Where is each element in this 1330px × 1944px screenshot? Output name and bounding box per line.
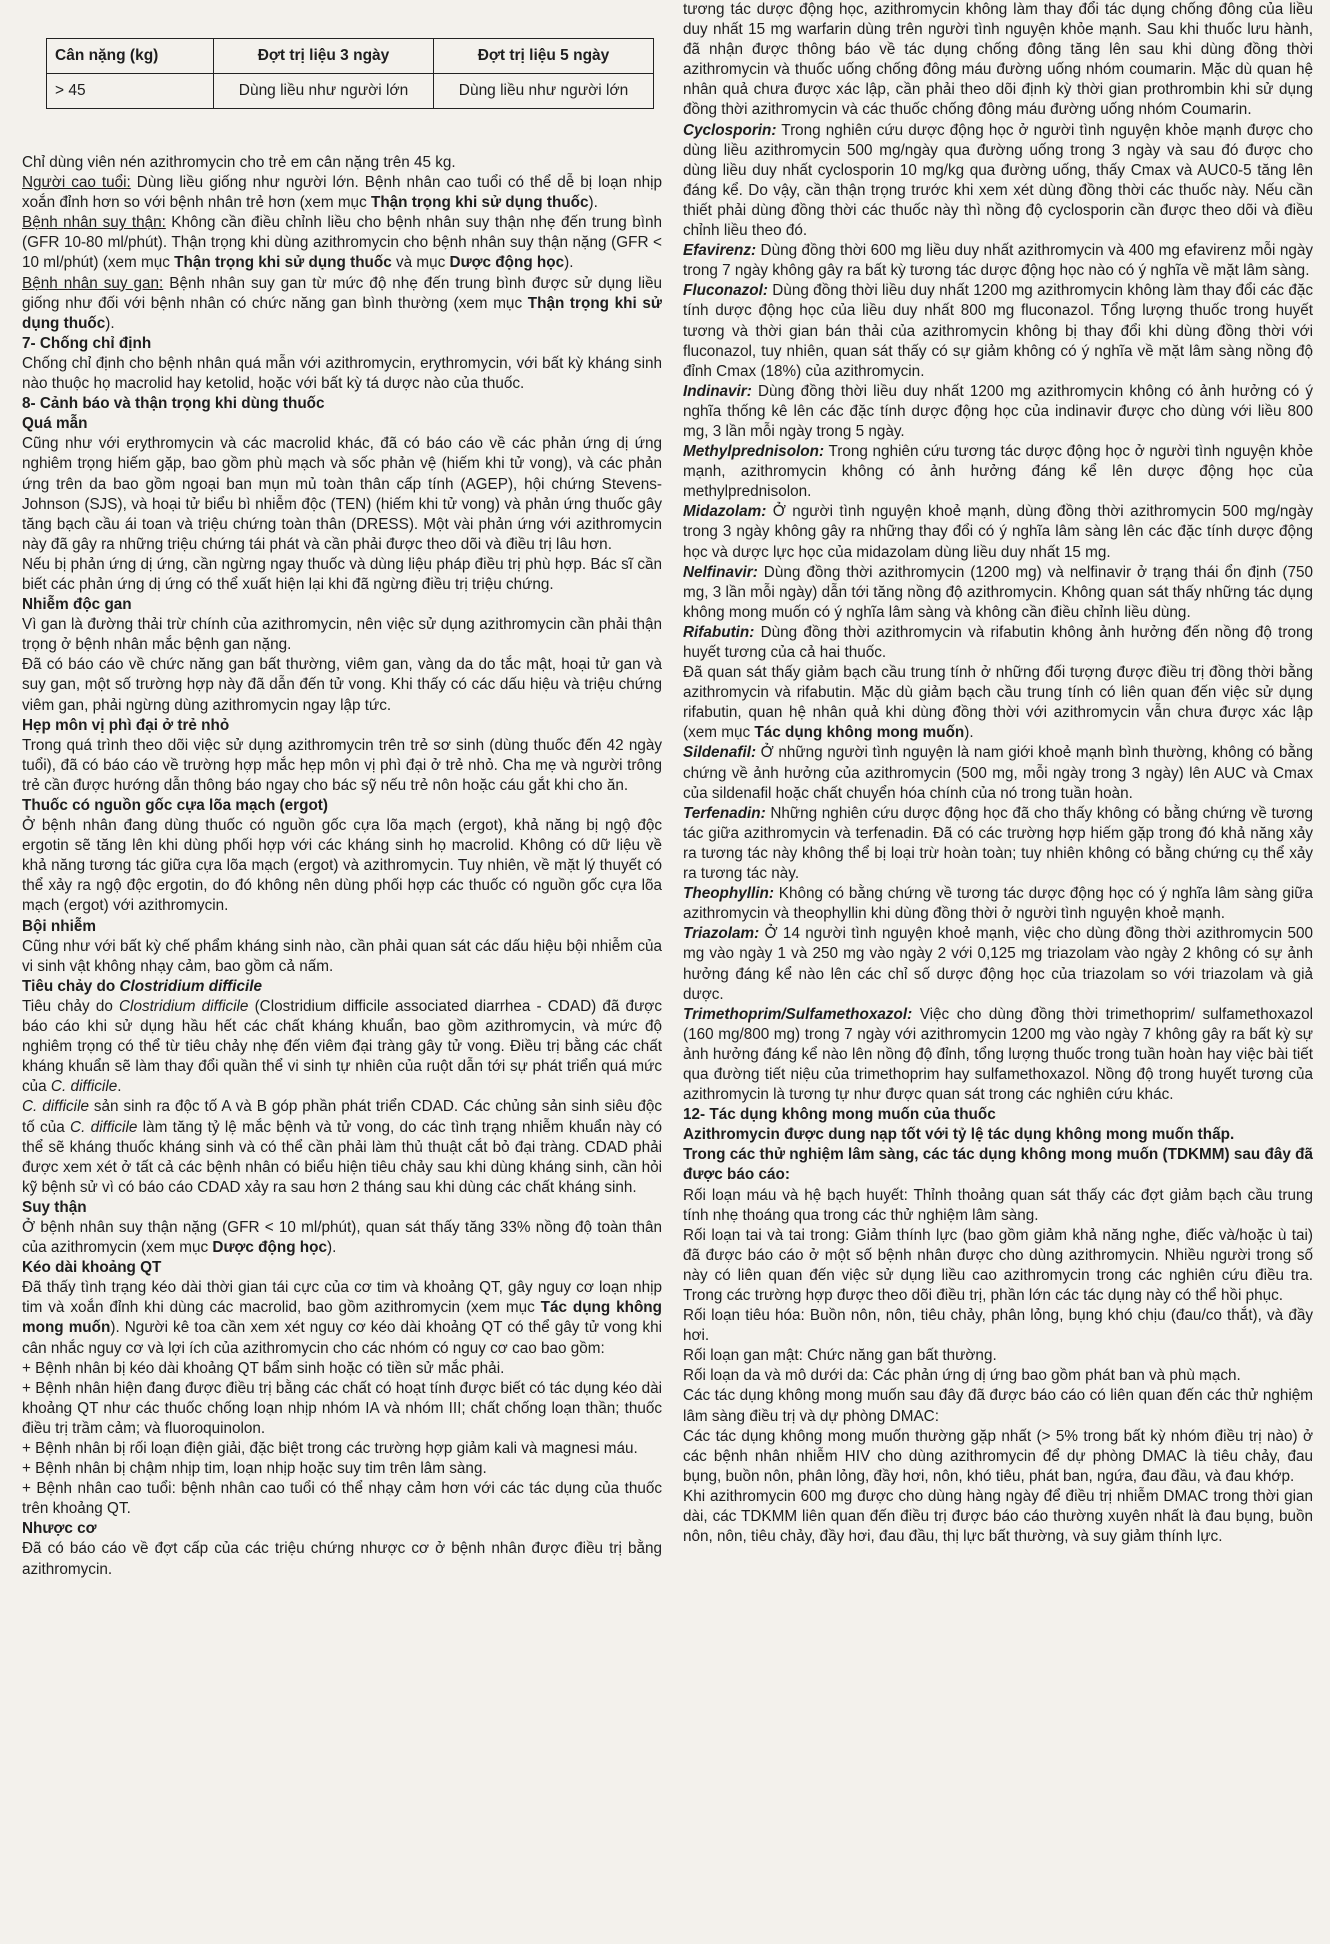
rifabutin-name: Rifabutin: <box>683 623 755 641</box>
hepatotoxicity-text-1: Vì gan là đường thải trừ chính của azithromycin, nên việc sử dụng azithromycin cần phải thận trọng ở bệnh nhân mắc bệnh gan nặng. <box>22 616 662 654</box>
hepatic-ref: Thận trọng khi sử dụng thuốc <box>22 294 662 332</box>
indinavir-text: Dùng đồng thời liều duy nhất 1200 mg azithromycin không có ảnh hưởng có ý nghĩa thống kê lên các đặc tính dược động học của indinavir được cho dùng với liều 800 mg, 3 lần mỗi ngày trong 5 ngày. <box>683 382 1313 440</box>
hepatic-end: ). <box>105 314 115 332</box>
cdiff-text-1: Tiêu chảy do Clostridium difficile (Clostridium difficile associated diarrhea - CDAD) đã được báo cáo khi sử dụng hầu hết các chất kháng khuẩn, bao gồm azithromycin, và mức độ nghiêm trọng có thể từ tiêu chảy nhẹ đến viêm đại tràng gây tử vong. Điều trị bằng các chất kháng khuẩn sẽ làm thay đổi quần thể vi sinh tự nhiên của ruột dẫn tới sự phát triển quá mức của C. difficile. <box>22 997 662 1096</box>
ergot-text: Ở bệnh nhân đang dùng thuốc có nguồn gốc cựa lõa mạch (ergot), khả năng bị ngộ độc ergotin sẽ tăng lên khi dùng phối hợp với các kháng sinh họ macrolid. Không có dữ liệu về khả năng tương tác giữa cựa lõa mạch (ergot) và azithromycin. Tuy nhiên, về mặt lý thuyết có thể xảy ra ngộ độc ergotin, do đó không nên dùng phối hợp các thuốc có nguồn gốc cựa lõa mạch (ergot) với azithromycin. <box>22 817 662 915</box>
hepatotoxicity-heading: Nhiễm độc gan <box>22 596 132 614</box>
section-7-heading: 7- Chống chỉ định <box>22 334 152 352</box>
ae-ear: Rối loạn tai và tai trong: Giảm thính lực (bao gồm giảm khả năng nghe, điếc và/hoặc ù tai) đã được báo cáo ở một số bệnh nhân được cho dùng azithromycin. Nhiều người trong số này có liên quan đến việc sử dụng liều cao azithromycin trong các nghiên cứu điều tra. Trong các trường hợp được theo dõi điều trị, phần lớn các tác dụng này có thể hồi phục. <box>683 1226 1313 1304</box>
midazolam-text: Ở người tình nguyện khoẻ mạnh, dùng đồng thời azithromycin 500 mg/ngày trong 3 ngày không gây ra những thay đổi có ý nghĩa lâm sàng lên các đặc tính dược động học và dược lực học của midazolam dùng liều duy nhất 15 mg. <box>683 503 1313 561</box>
hypersensitivity-text-2: Nếu bị phản ứng dị ứng, cần ngừng ngay thuốc và dùng liệu pháp điều trị phù hợp. Bác sĩ cần biết các phản ứng dị ứng có thể xuất hiện lại khi đã ngừng điều trị triệu chứng. <box>22 555 662 593</box>
dose-table-header <box>47 39 654 74</box>
efavirenz-paragraph <box>683 241 1313 281</box>
cdiff2-a: sản sinh ra độc tố A và B góp phần phát triển CDAD. Các chủng sản sinh siêu độc tố của <box>22 1098 662 1136</box>
contraindication-text: Chống chỉ định cho bệnh nhân quá mẫn với azithromycin, erythromycin, với bất kỳ kháng sinh nào thuộc họ macrolid hay ketolid, hoặc với bất kỳ tá dược nào của thuốc. <box>22 354 662 393</box>
coumarin-text: tương tác dược động học, azithromycin không làm thay đổi tác dụng chống đông của liều duy nhất 15 mg warfarin dùng trên người tình nguyện khỏe mạnh. Sau khi thuốc lưu hành, đã nhận được thông báo về tác dụng chống đông tăng lên sau khi dùng đồng thời azithromycin và thuốc uống chống đông máu đường uống nhóm coumarin. Mặc dù quan hệ nhân quả chưa được xác lập, cần phải theo dõi định kỳ thời gian prothrombin khi sử dụng đồng thời azithromycin và các thuốc chống đông máu đường uống nhóm Coumarin. <box>683 1 1313 119</box>
renal-failure-end: ). <box>327 1239 337 1257</box>
fluconazol-text: Dùng đồng thời liều duy nhất 1200 mg azithromycin không làm thay đổi các đặc tính dược động học của liều duy nhất 800 mg fluconazol. Tổng lượng thuốc trong huyết tương và thời gian bán thải của azithromycin không bị thay đổi khi dùng đồng thời với fluconazol, tuy nhiên, quan sát thấy có sự giảm không có ý nghĩa về mặt lâm sàng nồng độ đỉnh Cmax (18%) của azithromycin. <box>683 282 1313 380</box>
sildenafil-text: Ở những người tình nguyện là nam giới khoẻ mạnh bình thường, không có bằng chứng về ảnh hưởng của azithromycin (500 mg, mỗi ngày trong 3 ngày) lên AUC và Cmax của sildenafil hoặc chất chuyển hóa chính của nó trong tuần hoàn. <box>683 744 1313 802</box>
myasthenia-heading: Nhược cơ <box>22 1520 97 1538</box>
cdiff2-b: làm tăng tỷ lệ mắc bệnh và tử vong, do các tình trạng nhiễm khuẩn này có thể sẽ kháng thuốc kháng sinh và có thể cần phải làm thủ thuật cắt bỏ đại tràng. CDAD phải được xem xét ở tất cả các bệnh nhân có biểu hiện tiêu chảy sau khi dùng kháng sinh, cần hỏi kỹ bệnh sử vì có báo cáo CDAD xảy ra sau hơn 2 tháng sau khi dùng các chất kháng sinh. <box>22 1118 662 1196</box>
cdiff2-name-2: C. difficile <box>70 1118 138 1136</box>
list-item: + Bệnh nhân hiện đang được điều trị bằng các chất có hoạt tính được biết có tác dụng kéo dài khoảng QT như các thuốc chống loạn nhịp nhóm IA và nhóm III; chất chống loạn thần; thuốc điều trị trầm cảm; và fluoroquinolon. <box>22 1379 662 1437</box>
myasthenia-text: Đã có báo cáo về đợt cấp của các triệu chứng nhược cơ ở bệnh nhân được điều trị bằng azithromycin. <box>22 1540 662 1578</box>
qt-b: ). Người kê toa cần xem xét nguy cơ kéo dài khoảng QT có thể gây tử vong khi cân nhắc nguy cơ và lợi ích của azithromycin cho các nhóm có nguy cơ cao bao gồm: <box>22 1319 662 1357</box>
renal-failure-text <box>22 1218 662 1258</box>
cdiff2-name: C. difficile <box>22 1098 89 1116</box>
pyloric-heading: Hẹp môn vị phì đại ở trẻ nhỏ <box>22 716 230 734</box>
cell-3day: Dùng liều như người lớn <box>214 74 434 109</box>
ae-skin: Rối loạn da và mô dưới da: Các phản ứng dị ứng bao gồm phát ban và phù mạch. <box>683 1367 1241 1385</box>
ae-dmac-intro: Các tác dụng không mong muốn sau đây đã được báo cáo có liên quan đến các thử nghiệm lâm sàng điều trị và dự phòng DMAC: <box>683 1387 1313 1425</box>
tms-paragraph <box>683 1005 1313 1105</box>
theophyllin-paragraph <box>683 884 1313 924</box>
ae-blood: Rối loạn máu và hệ bạch huyết: Thỉnh thoảng quan sát thấy các đợt giảm bạch cầu trung tính nhẹ thoáng qua trong các thử nghiệm lâm sàng. <box>683 1186 1313 1224</box>
section-12-heading: 12- Tác dụng không mong muốn của thuốc <box>683 1106 996 1124</box>
terfenadin-name: Terfenadin: <box>683 804 766 822</box>
ergot-heading: Thuốc có nguồn gốc cựa lõa mạch (ergot) <box>22 797 328 814</box>
children-note: Chỉ dùng viên nén azithromycin cho trẻ em cân nặng trên 45 kg. <box>22 154 456 171</box>
nelfinavir-text: Dùng đồng thời azithromycin (1200 mg) và nelfinavir ở trạng thái ổn định (750 mg, 3 lần mỗi ngày) dẫn tới tăng nồng độ azithromycin. Không quan sát thấy những tác dụng không mong muốn có ý nghĩa lâm sàng và không cần điều chỉnh liều dùng. <box>683 563 1313 621</box>
col-weight: Cân nặng (kg) <box>47 39 214 74</box>
efavirenz-name: Efavirenz: <box>683 242 757 260</box>
rifabutin-text: Dùng đồng thời azithromycin và rifabutin không ảnh hưởng đến nồng độ trong huyết tương của cả hai thuốc. <box>683 623 1313 661</box>
cdiff-heading <box>22 977 662 997</box>
renal-failure-a: Ở bệnh nhân suy thận nặng (GFR < 10 ml/phút), quan sát thấy tăng 33% nồng độ toàn thân của azithromycin (xem mục <box>22 1218 662 1257</box>
tolerability-heading: Azithromycin được dung nạp tốt với tỷ lệ tác dụng không mong muốn thấp. <box>683 1126 1235 1144</box>
renal-end: ). <box>564 254 574 272</box>
ae-dmac-treatment: Khi azithromycin 600 mg được cho dùng hàng ngày để điều trị nhiễm DMAC trong thời gian dài, các TDKMM liên quan đến điều trị được báo cáo thường xuyên nhất là đau bụng, buồn nôn, nôn, tiêu chảy, đầy hơi, đau đầu, thị lực bất thường, và suy giảm thính lực. <box>683 1487 1313 1546</box>
indinavir-paragraph <box>683 382 1313 442</box>
nelfinavir-paragraph <box>683 563 1313 623</box>
elderly-ref: Thận trọng khi sử dụng thuốc <box>370 194 589 212</box>
qt-text <box>22 1278 662 1358</box>
tms-text: Việc cho dùng đồng thời trimethoprim/ sulfamethoxazol (160 mg/800 mg) trong 7 ngày với azithromycin 1200 mg vào ngày 7 không gây ra bất kỳ sự ảnh hưởng đáng kể nào lên nồng độ đỉnh, tổng lượng thuốc trong tuần hoàn hay việc bài tiết qua đường tiết niệu của trimethoprim hay sulfamethoxazol. Nồng độ trong huyết tương của azithromycin là tương tự như được quan sát trong các nghiên cứu khác. <box>683 1005 1313 1104</box>
elderly-text: Dùng liều giống như người lớn. Bệnh nhân cao tuổi có thể dễ bị loạn nhịp xoắn đỉnh hơn so với bệnh nhân trẻ hơn (xem mục <box>22 174 662 212</box>
renal-paragraph <box>22 213 662 273</box>
cell-weight: > 45 <box>47 74 214 109</box>
cell-5day: Dùng liều như người lớn <box>434 74 654 109</box>
list-item: + Bệnh nhân bị rối loạn điện giải, đặc biệt trong các trường hợp giảm kali và magnesi máu. <box>22 1440 638 1457</box>
superinfection-text: Cũng như với bất kỳ chế phẩm kháng sinh nào, cần phải quan sát các dấu hiệu bội nhiễm của vi sinh vật không nhạy cảm, bao gồm cả nấm. <box>22 937 662 975</box>
hepatic-label: Bệnh nhân suy gan: <box>22 274 164 292</box>
theophyllin-text: Không có bằng chứng về tương tác dược động học có ý nghĩa lâm sàng giữa azithromycin và theophyllin khi dùng đồng thời ở người tình nguyện khoẻ mạnh. <box>683 885 1313 923</box>
hypersensitivity-heading: Quá mẫn <box>22 415 88 433</box>
indinavir-name: Indinavir: <box>683 382 752 400</box>
nelfinavir-name: Nelfinavir: <box>683 563 758 581</box>
rifabutin-paragraph-2 <box>683 663 1313 743</box>
rifabutin-end: ). <box>964 724 974 742</box>
rifabutin-paragraph <box>683 623 1313 663</box>
renal-label: Bệnh nhân suy thận: <box>22 214 166 232</box>
midazolam-paragraph <box>683 502 1313 562</box>
fluconazol-name: Fluconazol: <box>683 282 768 300</box>
midazolam-name: Midazolam: <box>683 503 767 521</box>
cdiff-heading-name: Clostridium difficile <box>119 977 262 995</box>
cdiff-body: (Clostridium difficile associated diarrhea - CDAD) đã được báo cáo khi sử dụng hầu hết các chất kháng khuẩn, bao gồm azithromycin, và mức độ nghiêm trọng có thể từ tiêu chảy nhẹ đến viêm đại tràng gây tử vong. Điều trị bằng các chất kháng khuẩn sẽ làm thay đổi quần thể vi sinh tự nhiên của ruột dẫn tới sự phát triển quá mức của <box>22 997 662 1096</box>
list-item: + Bệnh nhân cao tuổi: bệnh nhân cao tuổi có thể nhạy cảm hơn với các tác dụng của thuốc trên khoảng QT. <box>22 1480 662 1518</box>
sildenafil-name: Sildenafil: <box>683 744 757 762</box>
sildenafil-paragraph <box>683 743 1313 803</box>
renal-ref-2: Dược động học <box>449 254 565 272</box>
theophyllin-name: Theophyllin: <box>683 885 774 903</box>
fluconazol-paragraph <box>683 281 1313 381</box>
methylprednisolon-text: Trong nghiên cứu tương tác dược động học ở người tình nguyện khỏe mạnh, azithromycin không có ảnh hưởng đáng kể lên dược động học của methylprednisolon. <box>683 443 1313 501</box>
section-8-heading: 8- Cảnh báo và thận trọng khi dùng thuốc <box>22 395 325 413</box>
elderly-label: Người cao tuổi: <box>22 174 131 192</box>
cdiff-name: Clostridium difficile <box>119 997 249 1015</box>
elderly-paragraph <box>22 173 662 213</box>
efavirenz-text: Dùng đồng thời 600 mg liều duy nhất azithromycin và 400 mg efavirenz mỗi ngày trong 7 ngày không gây ra bất kỳ tương tác dược động học nào có ý nghĩa về mặt lâm sàng. <box>683 242 1313 280</box>
terfenadin-text: Những nghiên cứu dược động học đã cho thấy không có bằng chứng về tương tác giữa azithromycin và terfenadin. Đã có các trường hợp hiếm gặp trong đó khả năng xảy ra tương tác này không thể bị loại trừ hoàn toàn; tuy nhiên không có bằng chứng cụ thể xảy ra tương tác này. <box>683 804 1313 883</box>
methylprednisolon-paragraph <box>683 442 1313 502</box>
cdiff-end: C. difficile <box>50 1078 118 1096</box>
methylprednisolon-name: Methylprednisolon: <box>683 443 825 461</box>
cdiff-text-2 <box>22 1097 662 1197</box>
hypersensitivity-text-1: Cũng như với erythromycin và các macrolid khác, đã có báo cáo về các phản ứng dị ứng nghiêm trọng hiếm gặp, bao gồm phù mạch và sốc phản vệ (hiếm khi tử vong), và các phản ứng trên da bao gồm ngoại ban mụn mủ toàn thân cấp tính (AGEP), hội chứng Stevens-Johnson (SJS), và hoại tử biểu bì nhiễm độc (TEN) (hiếm khi tử vong) và phản ứng thuốc gây tăng bạch cầu ái toan và triệu chứng toàn thân (DRESS). Một vài phản ứng với azithromycin này đã gây ra những triệu chứng tái phát và cần phải được theo dõi và điều trị lâu hơn. <box>22 435 662 553</box>
renal-ref-1: Thận trọng khi sử dụng thuốc <box>174 254 392 272</box>
cyclosporin-paragraph <box>683 121 1313 242</box>
qt-ref: Tác dụng không mong muốn <box>22 1299 662 1337</box>
list-item: + Bệnh nhân bị kéo dài khoảng QT bẩm sinh hoặc có tiền sử mắc phải. <box>22 1359 505 1377</box>
cyclosporin-name: Cyclosporin: <box>683 121 777 139</box>
rifabutin-text-2: Đã quan sát thấy giảm bạch cầu trung tính ở những đối tượng được điều trị đồng thời bằng azithromycin và rifabutin. Mặc dù giảm bạch cầu trung tính có liên quan đến việc sử dụng rifabutin, quan hệ nhân quả khi dùng đồng thời với azithromycin vẫn chưa được xác lập (xem mục <box>683 664 1313 742</box>
renal-mid: và mục <box>391 254 450 272</box>
hepatotoxicity-text-2: Đã có báo cáo về chức năng gan bất thường, viêm gan, vàng da do tắc mật, hoại tử gan và suy gan, một số trường hợp này đã dẫn đến tử vong. Khi thấy có các dấu hiệu và triệu chứng viêm gan, phải ngừng dùng azithromycin ngay lập tức. <box>22 656 662 714</box>
pyloric-text: Trong quá trình theo dõi việc sử dụng azithromycin trên trẻ sơ sinh (dùng thuốc đến 42 ngày tuổi), đã có báo cáo về trường hợp mắc hẹp môn vị phì đại ở trẻ nhỏ. Cha mẹ và người trông trẻ cần được hướng dẫn thông báo ngay cho bác sỹ nếu trẻ nôn hoặc cáu gắt khi cho ăn. <box>22 736 662 794</box>
list-item: + Bệnh nhân bị chậm nhịp tim, loạn nhịp hoặc suy tim trên lâm sàng. <box>22 1460 487 1478</box>
renal-failure-heading: Suy thận <box>22 1198 87 1216</box>
clinical-trials-heading: Trong các thử nghiệm lâm sàng, các tác dụng không mong muốn (TDKMM) sau đây đã được báo cáo: <box>683 1146 1313 1184</box>
cyclosporin-text: Trong nghiên cứu dược động học ở người tình nguyện khỏe mạnh được cho dùng liều azithromycin 500 mg/ngày qua đường uống trong 3 ngày và sau đó được cho dùng liều duy nhất cyclosporin 10 mg/kg qua đường uống, thấy Cmax và AUC0-5 tăng lên đáng kể. Do vậy, cần thận trọng trước khi xem xét dùng đồng thời các thuốc này. Nếu cần thiết phải dùng đồng thời các thuốc này thì nồng độ cyclosporin cần được theo dõi và điều chỉnh liều theo đó. <box>683 121 1313 240</box>
superinfection-heading: Bội nhiễm <box>22 917 96 935</box>
dose-table <box>46 38 654 109</box>
cdiff-heading-pre: Tiêu chảy do <box>22 977 120 995</box>
table-row <box>47 74 654 109</box>
qt-a: Đã thấy tình trạng kéo dài thời gian tái cực của cơ tim và khoảng QT, gây nguy cơ loạn nhịp tim và xoắn đỉnh khi dùng các macrolid, bao gồm azithromycin (xem mục <box>22 1279 662 1317</box>
ae-hepatobiliary: Rối loạn gan mật: Chức năng gan bất thường. <box>683 1347 997 1365</box>
triazolam-paragraph <box>683 924 1313 1004</box>
ae-dmac-prophylaxis: Các tác dụng không mong muốn thường gặp nhất (> 5% trong bất kỳ nhóm điều trị nào) ở các bệnh nhân nhiễm HIV cho dùng azithromycin để dự phòng DMAC là tiêu chảy, đau bụng, buồn nôn, phân lỏng, đầy hơi, nôn, khó tiêu, phát ban, ngứa, đau đầu, và đau khớp. <box>683 1427 1313 1485</box>
ae-gi: Rối loạn tiêu hóa: Buồn nôn, nôn, tiêu chảy, phân lỏng, bụng khó chịu (đau/co thắt), và đầy hơi. <box>683 1307 1313 1345</box>
triazolam-text: Ở 14 người tình nguyện khoẻ mạnh, việc cho dùng đồng thời azithromycin 500 mg vào ngày 1 và 250 mg vào ngày 2 với 0,125 mg triazolam vào ngày 2 không có sự ảnh hưởng đáng kể nào lên các chỉ số dược động học của triazolam so với triazolam và giả dược. <box>683 925 1313 1003</box>
renal-text: Không cần điều chỉnh liều cho bệnh nhân suy thận nhẹ đến trung bình (GFR 10-80 ml/phút). Thận trọng khi dùng azithromycin cho bệnh nhân suy thận nặng (GFR < 10 ml/phút) (xem mục <box>22 214 662 272</box>
renal-failure-ref: Dược động học <box>212 1239 327 1257</box>
right-column <box>683 0 1313 1547</box>
triazolam-name: Triazolam: <box>683 925 760 943</box>
col-3day: Đợt trị liệu 3 ngày <box>214 39 434 74</box>
elderly-end: ). <box>588 194 598 212</box>
rifabutin-ref: Tác dụng không mong muốn <box>754 724 965 742</box>
hepatic-paragraph <box>22 274 662 334</box>
left-column <box>22 0 662 1580</box>
hepatic-text: Bệnh nhân suy gan từ mức độ nhẹ đến trung bình được sử dụng liều giống như đối với bệnh nhân có chức năng gan bình thường (xem mục <box>22 274 662 312</box>
tms-name: Trimethoprim/Sulfamethoxazol: <box>683 1005 913 1023</box>
cdiff-pre: Tiêu chảy do <box>22 997 119 1015</box>
terfenadin-paragraph <box>683 804 1313 884</box>
col-5day: Đợt trị liệu 5 ngày <box>434 39 654 74</box>
qt-heading: Kéo dài khoảng QT <box>22 1259 162 1277</box>
